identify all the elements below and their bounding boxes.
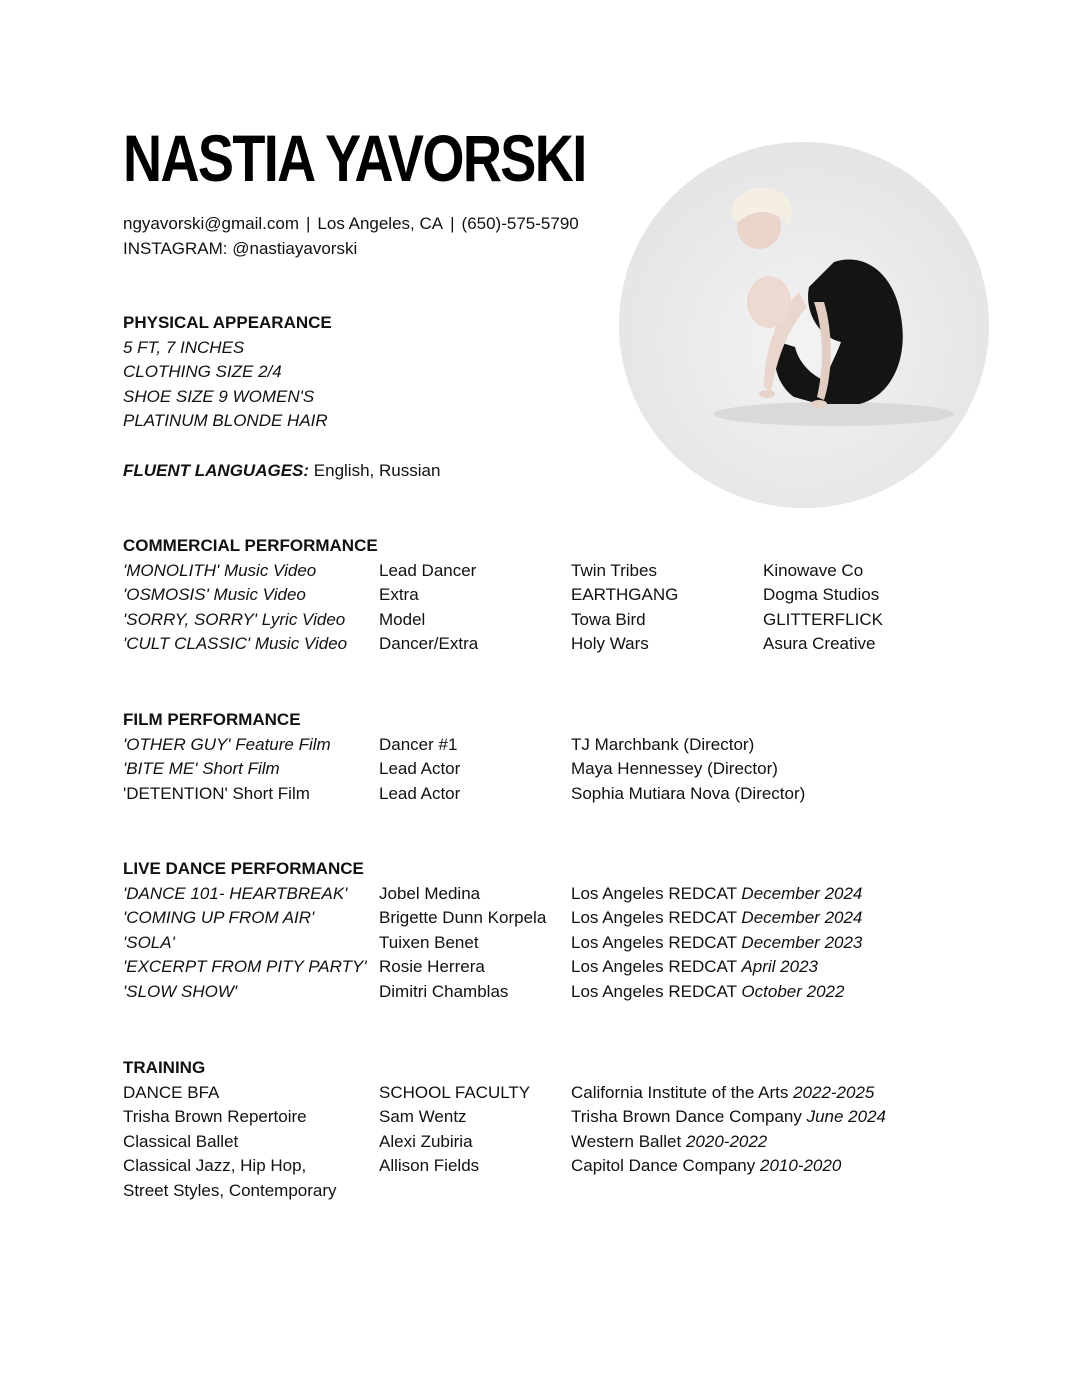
contact-line [123, 211, 579, 236]
credit-row [123, 757, 1023, 782]
film-section [123, 708, 1023, 806]
credit-venue: Los Angeles REDCAT [571, 932, 737, 952]
training-row [123, 1130, 1023, 1155]
credit-role: Dancer #1 [379, 734, 458, 754]
training-years: 2010-2020 [760, 1156, 842, 1176]
section-heading: LIVE DANCE PERFORMANCE [123, 859, 364, 878]
live-section [123, 857, 1023, 1005]
credit-role: Lead Dancer [379, 560, 477, 580]
separator: | [450, 214, 455, 233]
dancer-photo-illustration [619, 142, 989, 508]
training-row [123, 1179, 1023, 1204]
headshot-photo [619, 142, 989, 508]
credit-row [123, 608, 1023, 633]
credit-title: 'CULT CLASSIC' Music Video [123, 634, 348, 654]
section-heading: FILM PERFORMANCE [123, 710, 301, 729]
credit-artist: Twin Tribes [571, 560, 657, 580]
credit-title: 'MONOLITH' Music Video [123, 560, 317, 580]
section-heading: COMMERCIAL PERFORMANCE [123, 536, 378, 555]
languages-label: FLUENT LANGUAGES: [123, 461, 310, 480]
credit-date: December 2023 [741, 932, 863, 952]
physical-item: 5 FT, 7 INCHES [123, 337, 245, 357]
training-school: California Institute of the Arts [571, 1082, 789, 1102]
training-row [123, 1081, 1023, 1106]
instagram-label: INSTAGRAM: [123, 239, 228, 258]
credit-date: December 2024 [741, 908, 863, 928]
credit-venue: Los Angeles REDCAT [571, 957, 737, 977]
credit-title: 'DETENTION' Short Film [123, 783, 310, 803]
credit-row [123, 733, 1023, 758]
credit-title: 'SOLA' [123, 932, 175, 952]
training-school: Western Ballet [571, 1131, 682, 1151]
training-teacher: Alexi Zubiria [379, 1131, 473, 1151]
credit-title: 'BITE ME' Short Film [123, 759, 280, 779]
languages-value: English, Russian [313, 461, 441, 480]
credit-artist: Holy Wars [571, 634, 649, 654]
section-heading: TRAINING [123, 1058, 206, 1077]
credit-artist: Towa Bird [571, 609, 646, 629]
training-school: Trisha Brown Dance Company [571, 1107, 802, 1127]
contact-info [123, 211, 579, 261]
training-teacher: Sam Wentz [379, 1107, 467, 1127]
credit-date: December 2024 [741, 883, 863, 903]
credit-company: GLITTERFLICK [763, 609, 883, 629]
credit-choreographer: Jobel Medina [379, 883, 481, 903]
credit-row [123, 906, 1023, 931]
credit-venue: Los Angeles REDCAT [571, 883, 737, 903]
training-discipline: Classical Jazz, Hip Hop, [123, 1156, 307, 1176]
credit-company: Dogma Studios [763, 585, 880, 605]
credit-director: Maya Hennessey (Director) [571, 759, 778, 779]
credit-row [123, 882, 1023, 907]
credit-choreographer: Dimitri Chamblas [379, 981, 509, 1001]
training-years: 2022-2025 [793, 1082, 875, 1102]
commercial-section [123, 534, 1023, 657]
credit-row [123, 632, 1023, 657]
training-discipline: DANCE BFA [123, 1082, 220, 1102]
physical-item: CLOTHING SIZE 2/4 [123, 362, 282, 382]
languages-section [123, 459, 440, 484]
credit-director: TJ Marchbank (Director) [571, 734, 755, 754]
candidate-name: NASTIA YAVORSKI [123, 121, 586, 195]
credit-choreographer: Rosie Herrera [379, 957, 485, 977]
credit-company: Kinowave Co [763, 560, 864, 580]
training-school: Capitol Dance Company [571, 1156, 756, 1176]
physical-item: SHOE SIZE 9 WOMEN'S [123, 386, 315, 406]
credit-role: Dancer/Extra [379, 634, 479, 654]
credit-venue: Los Angeles REDCAT [571, 908, 737, 928]
credit-venue: Los Angeles REDCAT [571, 981, 737, 1001]
separator: | [305, 214, 311, 233]
phone[interactable]: (650)-575-5790 [461, 214, 579, 233]
credit-role: Lead Actor [379, 783, 461, 803]
credit-row [123, 980, 1023, 1005]
credit-company: Asura Creative [763, 634, 876, 654]
credit-role: Lead Actor [379, 759, 461, 779]
training-discipline: Trisha Brown Repertoire [123, 1107, 307, 1127]
credit-row [123, 782, 1023, 807]
training-discipline-continued: Street Styles, Contemporary [123, 1180, 337, 1200]
credit-row [123, 955, 1023, 980]
credit-director: Sophia Mutiara Nova (Director) [571, 783, 806, 803]
credit-row [123, 559, 1023, 584]
instagram-line [123, 236, 579, 261]
credit-title: 'SLOW SHOW' [123, 981, 238, 1001]
credit-title: 'SORRY, SORRY' Lyric Video [123, 609, 346, 629]
credit-choreographer: Tuixen Benet [379, 932, 479, 952]
credit-title: 'DANCE 101- HEARTBREAK' [123, 883, 348, 903]
training-teacher: Allison Fields [379, 1156, 480, 1176]
credit-choreographer: Brigette Dunn Korpela [379, 908, 547, 928]
training-discipline: Classical Ballet [123, 1131, 239, 1151]
physical-section [123, 311, 332, 434]
training-years: 2020-2022 [685, 1131, 768, 1151]
credit-title: 'OSMOSIS' Music Video [123, 585, 306, 605]
training-teacher: SCHOOL FACULTY [379, 1082, 531, 1102]
training-row [123, 1154, 1023, 1179]
section-heading: PHYSICAL APPEARANCE [123, 313, 332, 332]
credit-title: 'COMING UP FROM AIR' [123, 908, 315, 928]
credit-title: 'EXCERPT FROM PITY PARTY' [123, 957, 367, 977]
location: Los Angeles, CA [317, 214, 444, 233]
training-years: June 2024 [806, 1107, 886, 1127]
credit-date: October 2022 [741, 981, 845, 1001]
credit-role: Model [379, 609, 426, 629]
credit-date: April 2023 [741, 957, 818, 977]
credit-title: 'OTHER GUY' Feature Film [123, 734, 331, 754]
instagram-handle[interactable]: @nastiayavorski [232, 239, 358, 258]
training-section [123, 1056, 1023, 1204]
credit-artist: EARTHGANG [571, 585, 679, 605]
credit-role: Extra [379, 585, 419, 605]
credit-row [123, 931, 1023, 956]
training-row [123, 1105, 1023, 1130]
credit-row [123, 583, 1023, 608]
email[interactable]: ngyavorski@gmail.com [123, 214, 299, 233]
physical-item: PLATINUM BLONDE HAIR [123, 411, 328, 431]
